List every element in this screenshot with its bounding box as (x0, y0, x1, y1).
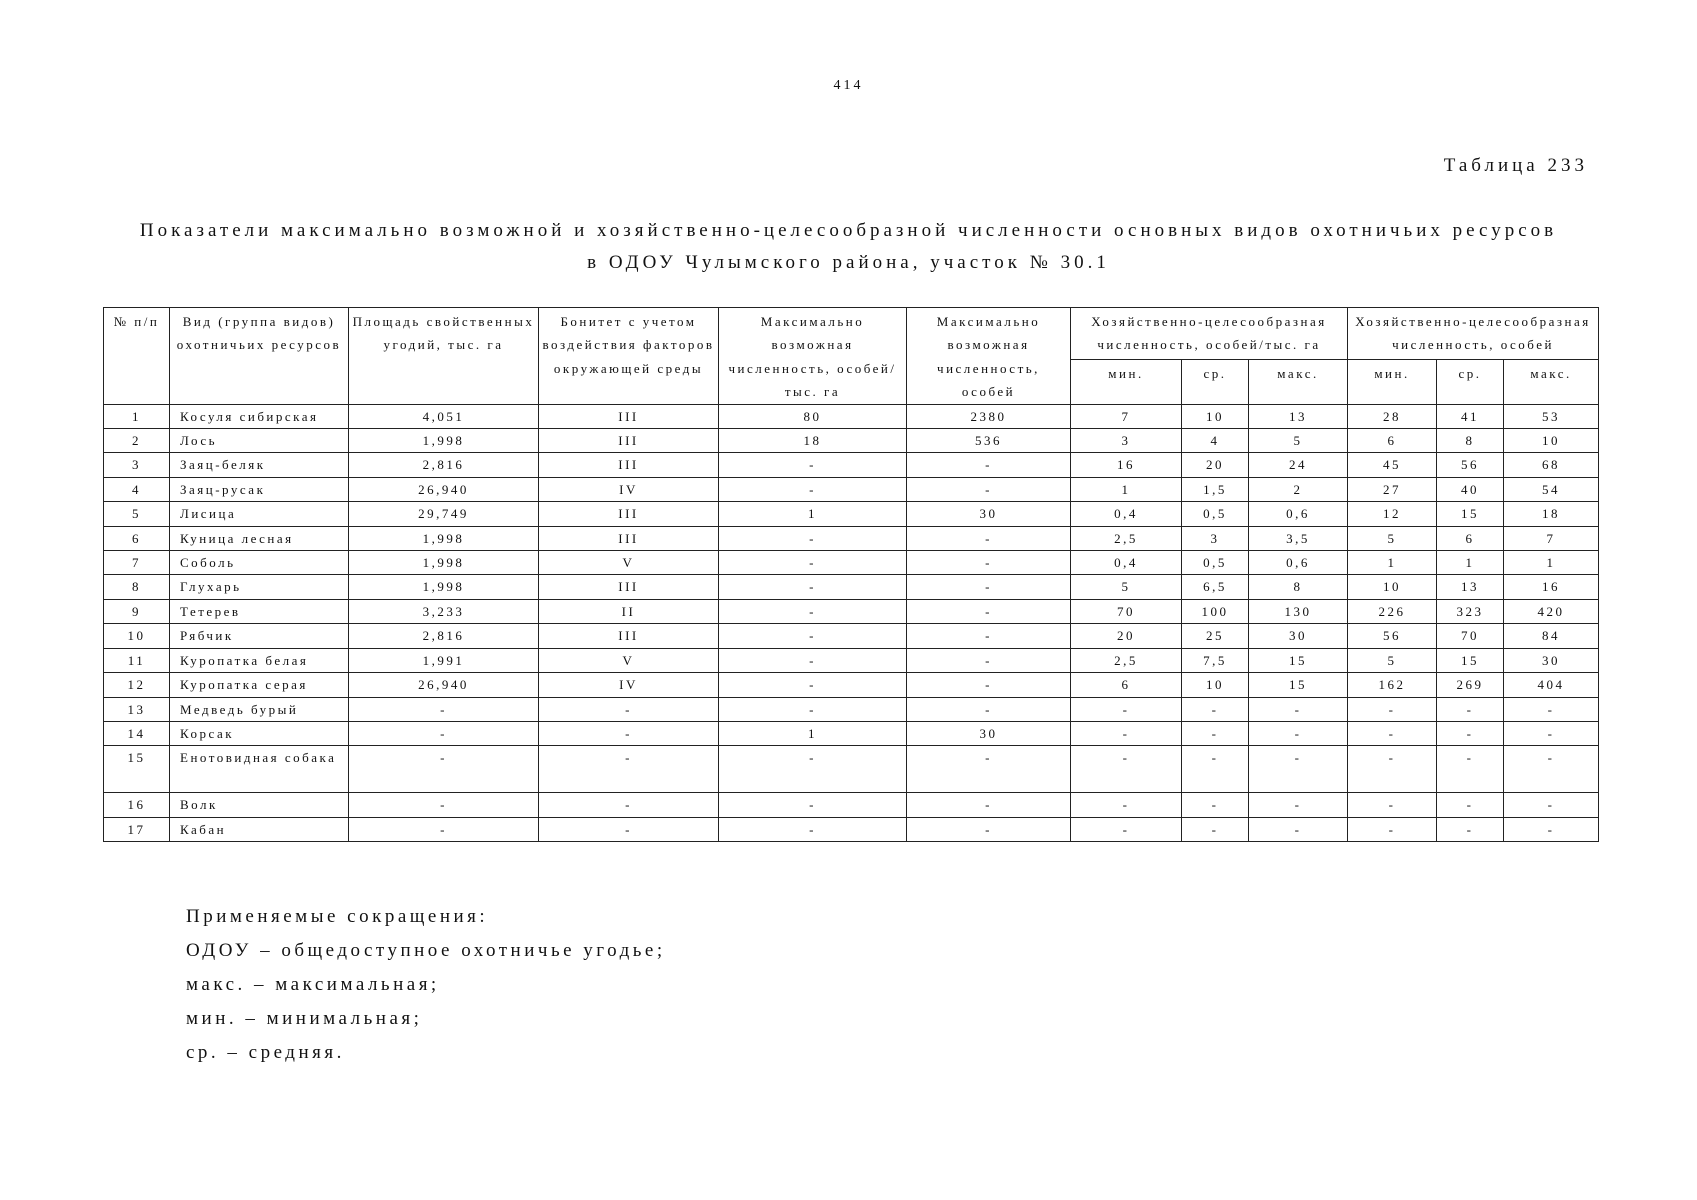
cell-eco-count-avg: - (1437, 746, 1504, 793)
header-eco-density: Хозяйственно-целесообразная численность, особей/тыс. га (1071, 308, 1348, 360)
cell-eco-density-max: - (1249, 817, 1348, 841)
cell-species: Заяц-беляк (170, 453, 349, 477)
cell-eco-count-min: 6 (1348, 429, 1437, 453)
cell-eco-density-max: - (1249, 746, 1348, 793)
cell-max-count: 30 (907, 502, 1071, 526)
cell-num: 11 (104, 648, 170, 672)
cell-eco-density-max: - (1249, 721, 1348, 745)
cell-eco-density-min: 6 (1071, 673, 1182, 697)
cell-max-count: - (907, 746, 1071, 793)
cell-eco-density-max: - (1249, 793, 1348, 817)
cell-area: 3,233 (349, 599, 539, 623)
cell-eco-count-max: 18 (1504, 502, 1599, 526)
cell-num: 15 (104, 746, 170, 793)
header-eco-density-min: мин. (1071, 359, 1182, 404)
cell-eco-density-min: - (1071, 697, 1182, 721)
cell-eco-density-avg: - (1182, 721, 1249, 745)
cell-max-count: - (907, 817, 1071, 841)
cell-eco-density-min: - (1071, 793, 1182, 817)
cell-eco-density-max: 0,6 (1249, 502, 1348, 526)
cell-eco-count-min: 28 (1348, 404, 1437, 428)
cell-area: 26,940 (349, 673, 539, 697)
cell-eco-count-max: 404 (1504, 673, 1599, 697)
cell-species: Рябчик (170, 624, 349, 648)
cell-max-count: 2380 (907, 404, 1071, 428)
cell-max-count: - (907, 648, 1071, 672)
cell-eco-density-min: 3 (1071, 429, 1182, 453)
cell-area: 2,816 (349, 453, 539, 477)
cell-eco-density-avg: - (1182, 697, 1249, 721)
cell-max-density: - (719, 624, 907, 648)
cell-eco-density-avg: 7,5 (1182, 648, 1249, 672)
cell-num: 8 (104, 575, 170, 599)
cell-eco-density-max: 24 (1249, 453, 1348, 477)
cell-area: 1,991 (349, 648, 539, 672)
cell-bonitet: - (539, 746, 719, 793)
cell-eco-count-avg: 40 (1437, 477, 1504, 501)
table-title-line-1: Показатели максимально возможной и хозяйственно-целесообразной численности основных видов охотничьих ресурсов (139, 220, 1558, 241)
cell-species: Глухарь (170, 575, 349, 599)
cell-eco-count-avg: 8 (1437, 429, 1504, 453)
cell-species: Заяц-русак (170, 477, 349, 501)
cell-num: 4 (104, 477, 170, 501)
cell-species: Лисица (170, 502, 349, 526)
table-header (104, 308, 1599, 405)
header-bonitet: Бонитет с учетом воздействия факторов окружающей среды (539, 308, 719, 405)
cell-eco-count-avg: 70 (1437, 624, 1504, 648)
cell-eco-count-min: 12 (1348, 502, 1437, 526)
cell-max-count: - (907, 793, 1071, 817)
cell-area: 26,940 (349, 477, 539, 501)
cell-max-density: - (719, 575, 907, 599)
abbreviation-item: ср. – средняя. (186, 1042, 345, 1063)
cell-max-density: - (719, 746, 907, 793)
cell-max-density: - (719, 526, 907, 550)
cell-eco-density-max: 15 (1249, 673, 1348, 697)
header-species: Вид (группа видов) охотничьих ресурсов (170, 308, 349, 405)
cell-eco-count-min: - (1348, 746, 1437, 793)
cell-num: 10 (104, 624, 170, 648)
cell-max-count: - (907, 453, 1071, 477)
cell-max-count: - (907, 624, 1071, 648)
cell-bonitet: IV (539, 673, 719, 697)
cell-area: - (349, 793, 539, 817)
table-row (104, 624, 1599, 648)
cell-eco-density-avg: - (1182, 793, 1249, 817)
cell-area: - (349, 721, 539, 745)
cell-num: 3 (104, 453, 170, 477)
table-title-line-2: в ОДОУ Чулымского района, участок № 30.1 (587, 252, 1110, 273)
cell-eco-count-max: - (1504, 793, 1599, 817)
cell-max-count: - (907, 477, 1071, 501)
cell-eco-count-min: 5 (1348, 648, 1437, 672)
cell-eco-count-avg: 323 (1437, 599, 1504, 623)
table-row (104, 575, 1599, 599)
table-row (104, 817, 1599, 841)
cell-eco-count-avg: - (1437, 793, 1504, 817)
cell-eco-count-max: 16 (1504, 575, 1599, 599)
cell-eco-count-max: 30 (1504, 648, 1599, 672)
cell-area: - (349, 817, 539, 841)
cell-eco-count-avg: 41 (1437, 404, 1504, 428)
cell-bonitet: - (539, 721, 719, 745)
abbreviation-item: макс. – максимальная; (186, 974, 440, 995)
cell-eco-density-max: 13 (1249, 404, 1348, 428)
cell-area: - (349, 697, 539, 721)
cell-eco-density-avg: 10 (1182, 673, 1249, 697)
cell-eco-count-max: - (1504, 817, 1599, 841)
cell-eco-count-avg: 6 (1437, 526, 1504, 550)
table-row (104, 526, 1599, 550)
header-eco-count-max: макс. (1504, 359, 1599, 404)
cell-eco-density-max: 8 (1249, 575, 1348, 599)
cell-max-density: - (719, 477, 907, 501)
cell-bonitet: III (539, 502, 719, 526)
abbreviations-note (186, 900, 666, 1070)
abbreviations-heading: Применяемые сокращения: (186, 906, 489, 927)
cell-eco-count-min: 1 (1348, 551, 1437, 575)
cell-eco-count-max: 1 (1504, 551, 1599, 575)
cell-max-density: - (719, 673, 907, 697)
cell-eco-density-min: - (1071, 721, 1182, 745)
cell-eco-density-min: 0,4 (1071, 502, 1182, 526)
cell-eco-density-avg: 0,5 (1182, 551, 1249, 575)
header-max-density: Максимально возможная численность, особей/тыс. га (719, 308, 907, 405)
cell-bonitet: III (539, 453, 719, 477)
cell-bonitet: II (539, 599, 719, 623)
cell-max-density: - (719, 793, 907, 817)
cell-eco-density-max: 15 (1249, 648, 1348, 672)
cell-eco-density-max: 130 (1249, 599, 1348, 623)
cell-eco-density-max: 0,6 (1249, 551, 1348, 575)
cell-eco-count-avg: 269 (1437, 673, 1504, 697)
cell-num: 16 (104, 793, 170, 817)
cell-eco-count-min: 10 (1348, 575, 1437, 599)
cell-max-density: - (719, 817, 907, 841)
cell-species: Куропатка белая (170, 648, 349, 672)
cell-area: 4,051 (349, 404, 539, 428)
cell-eco-density-max: 5 (1249, 429, 1348, 453)
cell-bonitet: IV (539, 477, 719, 501)
cell-species: Корсак (170, 721, 349, 745)
cell-area: 1,998 (349, 551, 539, 575)
header-num: № п/п (104, 308, 170, 405)
cell-num: 6 (104, 526, 170, 550)
cell-max-count: - (907, 673, 1071, 697)
table-row (104, 429, 1599, 453)
table-row (104, 453, 1599, 477)
cell-eco-count-max: 7 (1504, 526, 1599, 550)
cell-eco-density-avg: 6,5 (1182, 575, 1249, 599)
cell-num: 9 (104, 599, 170, 623)
cell-eco-density-min: - (1071, 817, 1182, 841)
cell-num: 1 (104, 404, 170, 428)
cell-species: Медведь бурый (170, 697, 349, 721)
cell-num: 12 (104, 673, 170, 697)
cell-eco-density-avg: 1,5 (1182, 477, 1249, 501)
table-row (104, 697, 1599, 721)
header-eco-density-avg: ср. (1182, 359, 1249, 404)
cell-bonitet: III (539, 429, 719, 453)
cell-eco-density-max: 3,5 (1249, 526, 1348, 550)
cell-max-count: - (907, 526, 1071, 550)
cell-num: 7 (104, 551, 170, 575)
cell-species: Куропатка серая (170, 673, 349, 697)
cell-eco-count-avg: 13 (1437, 575, 1504, 599)
abbreviation-item: мин. – минимальная; (186, 1008, 423, 1029)
cell-eco-density-min: 5 (1071, 575, 1182, 599)
cell-species: Соболь (170, 551, 349, 575)
cell-eco-count-min: 56 (1348, 624, 1437, 648)
cell-species: Косуля сибирская (170, 404, 349, 428)
cell-eco-count-min: 27 (1348, 477, 1437, 501)
cell-area: 29,749 (349, 502, 539, 526)
table-title (100, 215, 1597, 279)
cell-eco-count-avg: - (1437, 817, 1504, 841)
cell-eco-count-max: - (1504, 721, 1599, 745)
cell-max-count: 30 (907, 721, 1071, 745)
cell-species: Енотовидная собака (170, 746, 349, 793)
cell-eco-density-avg: 3 (1182, 526, 1249, 550)
cell-max-density: 80 (719, 404, 907, 428)
cell-eco-density-avg: 0,5 (1182, 502, 1249, 526)
cell-eco-count-min: 226 (1348, 599, 1437, 623)
cell-eco-density-avg: - (1182, 817, 1249, 841)
cell-bonitet: III (539, 624, 719, 648)
header-eco-count-min: мин. (1348, 359, 1437, 404)
cell-eco-count-min: - (1348, 697, 1437, 721)
cell-bonitet: - (539, 697, 719, 721)
cell-species: Лось (170, 429, 349, 453)
cell-max-density: 1 (719, 721, 907, 745)
cell-eco-density-min: 2,5 (1071, 526, 1182, 550)
cell-max-count: - (907, 575, 1071, 599)
table-row (104, 648, 1599, 672)
cell-eco-count-max: 53 (1504, 404, 1599, 428)
cell-species: Куница лесная (170, 526, 349, 550)
cell-eco-density-avg: 20 (1182, 453, 1249, 477)
cell-eco-count-min: - (1348, 793, 1437, 817)
page-number: 414 (833, 78, 864, 93)
cell-bonitet: V (539, 648, 719, 672)
cell-area: - (349, 746, 539, 793)
cell-bonitet: V (539, 551, 719, 575)
header-eco-count: Хозяйственно-целесообразная численность, особей (1348, 308, 1599, 360)
header-eco-count-avg: ср. (1437, 359, 1504, 404)
cell-num: 2 (104, 429, 170, 453)
cell-bonitet: - (539, 793, 719, 817)
table-row (104, 746, 1599, 793)
cell-eco-count-min: - (1348, 817, 1437, 841)
cell-eco-count-avg: 1 (1437, 551, 1504, 575)
data-table (103, 307, 1599, 842)
cell-area: 2,816 (349, 624, 539, 648)
cell-eco-count-max: - (1504, 697, 1599, 721)
cell-eco-density-max: - (1249, 697, 1348, 721)
cell-max-density: - (719, 453, 907, 477)
cell-max-count: - (907, 551, 1071, 575)
cell-eco-density-avg: 100 (1182, 599, 1249, 623)
table-row (104, 404, 1599, 428)
cell-eco-density-min: 0,4 (1071, 551, 1182, 575)
cell-eco-density-min: 20 (1071, 624, 1182, 648)
cell-area: 1,998 (349, 429, 539, 453)
cell-eco-count-max: 10 (1504, 429, 1599, 453)
cell-eco-density-min: 7 (1071, 404, 1182, 428)
cell-bonitet: III (539, 575, 719, 599)
cell-area: 1,998 (349, 526, 539, 550)
cell-eco-count-avg: 15 (1437, 648, 1504, 672)
cell-bonitet: - (539, 817, 719, 841)
table-row (104, 721, 1599, 745)
cell-max-count: 536 (907, 429, 1071, 453)
table-row (104, 477, 1599, 501)
table-row (104, 793, 1599, 817)
cell-eco-count-min: - (1348, 721, 1437, 745)
cell-eco-density-avg: - (1182, 746, 1249, 793)
cell-eco-count-max: 420 (1504, 599, 1599, 623)
cell-eco-count-avg: - (1437, 697, 1504, 721)
cell-eco-density-min: 2,5 (1071, 648, 1182, 672)
cell-num: 17 (104, 817, 170, 841)
cell-eco-density-max: 30 (1249, 624, 1348, 648)
table-row (104, 673, 1599, 697)
table-row (104, 551, 1599, 575)
cell-eco-count-max: 84 (1504, 624, 1599, 648)
header-area: Площадь свойственных угодий, тыс. га (349, 308, 539, 405)
cell-eco-density-min: 16 (1071, 453, 1182, 477)
cell-eco-count-max: - (1504, 746, 1599, 793)
abbreviation-item: ОДОУ – общедоступное охотничье угодье; (186, 940, 666, 961)
cell-eco-density-min: 1 (1071, 477, 1182, 501)
cell-max-density: - (719, 648, 907, 672)
cell-max-density: - (719, 697, 907, 721)
cell-area: 1,998 (349, 575, 539, 599)
cell-eco-density-max: 2 (1249, 477, 1348, 501)
table-body (104, 404, 1599, 842)
cell-bonitet: III (539, 404, 719, 428)
cell-num: 14 (104, 721, 170, 745)
cell-num: 5 (104, 502, 170, 526)
table-row (104, 502, 1599, 526)
cell-max-density: - (719, 599, 907, 623)
cell-eco-count-min: 162 (1348, 673, 1437, 697)
cell-species: Волк (170, 793, 349, 817)
cell-eco-count-avg: - (1437, 721, 1504, 745)
header-max-count: Максимально возможная численность, особей (907, 308, 1071, 405)
cell-bonitet: III (539, 526, 719, 550)
table-row (104, 599, 1599, 623)
cell-eco-count-avg: 56 (1437, 453, 1504, 477)
cell-max-density: 18 (719, 429, 907, 453)
cell-max-count: - (907, 697, 1071, 721)
cell-eco-density-avg: 4 (1182, 429, 1249, 453)
cell-max-density: 1 (719, 502, 907, 526)
cell-species: Кабан (170, 817, 349, 841)
cell-eco-density-avg: 10 (1182, 404, 1249, 428)
cell-eco-density-avg: 25 (1182, 624, 1249, 648)
cell-max-density: - (719, 551, 907, 575)
cell-eco-count-max: 68 (1504, 453, 1599, 477)
cell-eco-density-min: - (1071, 746, 1182, 793)
cell-eco-count-min: 45 (1348, 453, 1437, 477)
cell-eco-density-min: 70 (1071, 599, 1182, 623)
cell-num: 13 (104, 697, 170, 721)
cell-eco-count-avg: 15 (1437, 502, 1504, 526)
cell-eco-count-min: 5 (1348, 526, 1437, 550)
cell-eco-count-max: 54 (1504, 477, 1599, 501)
table-label: Таблица 233 (1443, 155, 1588, 176)
cell-species: Тетерев (170, 599, 349, 623)
header-eco-density-max: макс. (1249, 359, 1348, 404)
cell-max-count: - (907, 599, 1071, 623)
